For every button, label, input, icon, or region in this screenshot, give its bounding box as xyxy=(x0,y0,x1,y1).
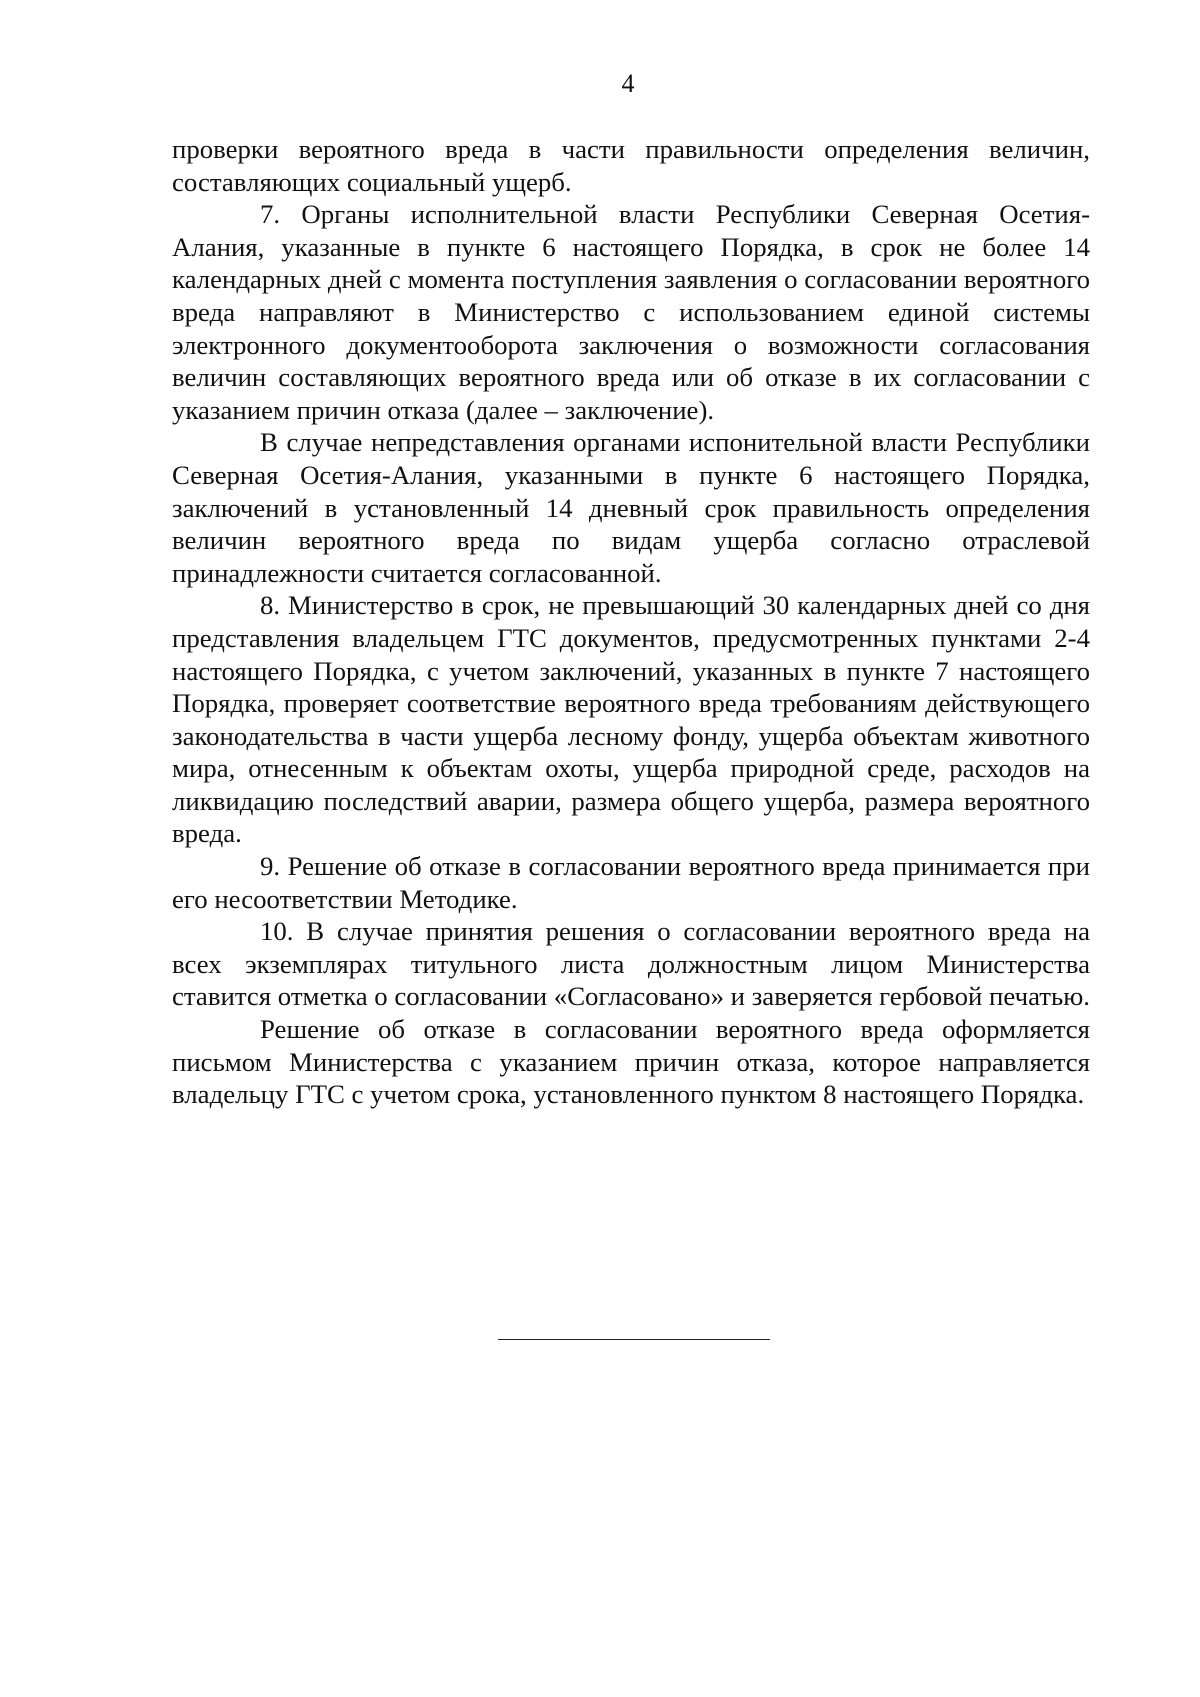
paragraph-item-10-refusal: Решение об отказе в согласовании вероятного вреда оформляется письмом Министерства с указанием причин отказа, которое направляется владельцу ГТС с учетом срока, установленного пунктом 8 настоящего Порядка. xyxy=(172,1014,1090,1110)
paragraph-continuation: проверки вероятного вреда в части правильности определения величин, составляющих социальный ущерб. xyxy=(172,134,1090,197)
paragraph-item-9: 9. Решение об отказе в согласовании вероятного вреда принимается при его несоответствии Методике. xyxy=(172,851,1090,914)
paragraph-item-10: 10. В случае принятия решения о согласовании вероятного вреда на всех экземплярах титульного листа должностным лицом Министерства ставится отметка о согласовании «Согласовано» и заверяется гербовой печатью. xyxy=(172,916,1090,1012)
document-body xyxy=(172,133,1090,1111)
paragraph-item-8: 8. Министерство в срок, не превышающий 30 календарных дней со дня представления владельцем ГТС документов, предусмотренных пунктами 2-4 настоящего Порядка, с учетом заключений, указанных в пункте 7 настоящего Порядка, проверяет соответствие вероятного вреда требованиям действующего законодательства в части ущерба лесному фонду, ущерба объектам животного мира, отнесенным к объектам охоты, ущерба природной среде, расходов на ликвидацию последствий аварии, размера общего ущерба, размера вероятного вреда. xyxy=(172,590,1090,849)
paragraph-item-7-note: В случае непредставления органами испонительной власти Республики Северная Осетия-Алания, указанными в пункте 6 настоящего Порядка, заключений в установленный 14 дневный срок правильность определения величин вероятного вреда по видам ущерба согласно отраслевой принадлежности считается согласованной. xyxy=(172,427,1090,588)
paragraph-item-7: 7. Органы исполнительной власти Республики Северная Осетия-Алания, указанные в пункте 6 настоящего Порядка, в срок не более 14 календарных дней с момента поступления заявления о согласовании вероятного вреда направляют в Министерство с использованием единой системы электронного документооборота заключения о возможности согласования величин составляющих вероятного вреда или об отказе в их согласовании с указанием причин отказа (далее – заключение). xyxy=(172,199,1090,425)
page-number: 4 xyxy=(621,69,635,98)
end-of-document-rule xyxy=(498,1339,770,1340)
